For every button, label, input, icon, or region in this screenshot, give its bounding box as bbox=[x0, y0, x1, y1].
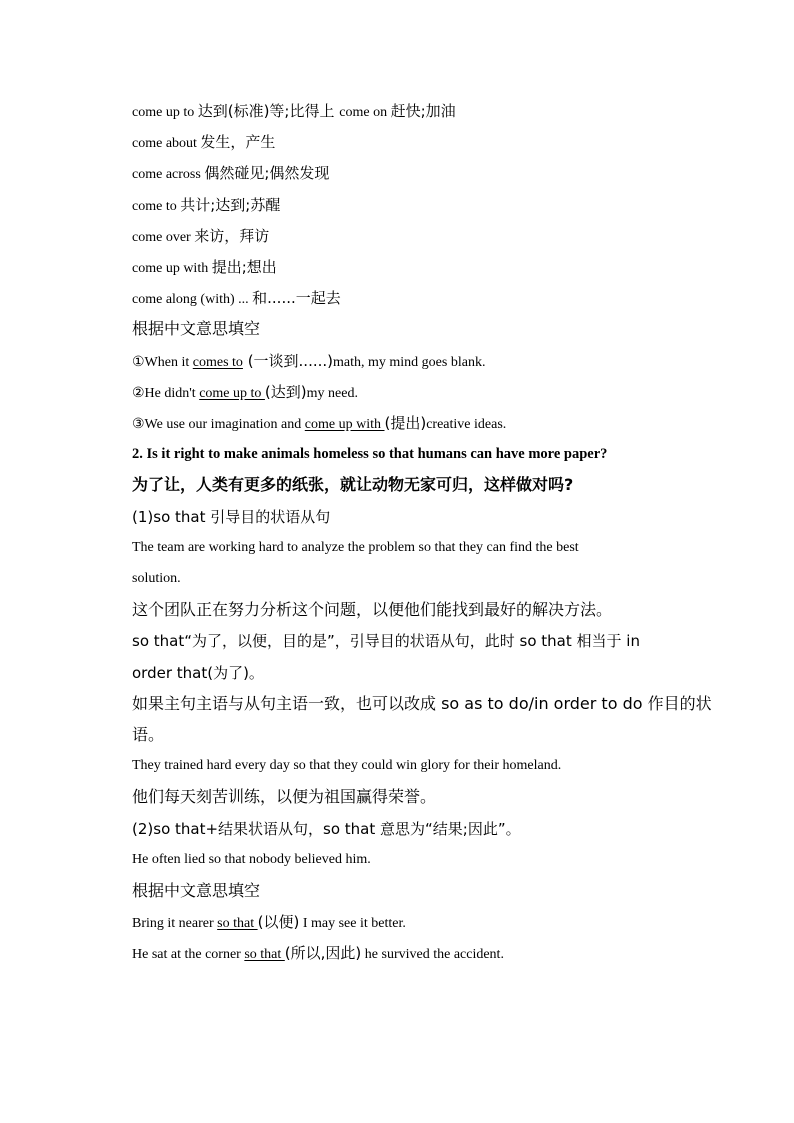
exercise-item bbox=[132, 351, 672, 373]
exercise-item bbox=[132, 912, 672, 934]
phrase-en: come to bbox=[132, 199, 181, 214]
item-suffix: math, my mind goes blank. bbox=[333, 355, 486, 370]
phrase-en: come up with bbox=[132, 261, 212, 276]
phrase-line bbox=[132, 163, 672, 185]
phrase-en: come over bbox=[132, 230, 195, 245]
item-hint: (以便) bbox=[257, 913, 300, 931]
item-hint: (提出) bbox=[384, 414, 427, 432]
item-prefix: ①When it bbox=[132, 355, 193, 370]
phrase-line bbox=[132, 288, 672, 310]
phrase-zh: 来访，拜访 bbox=[194, 227, 270, 245]
exercise-item bbox=[132, 382, 672, 404]
subheading-text: (1)so that 引导目的状语从句 bbox=[132, 508, 331, 526]
item-suffix: creative ideas. bbox=[426, 417, 507, 432]
example-zh: 他们每天刻苦训练，以便为祖国赢得荣誉。 bbox=[132, 787, 437, 806]
phrase-zh: 提出;想出 bbox=[211, 258, 277, 276]
example-en: He often lied so that nobody believed him. bbox=[132, 852, 371, 867]
item-hint: (所以,因此) bbox=[284, 944, 362, 962]
answer-blank: so that bbox=[244, 947, 285, 962]
item-prefix: ②He didn't bbox=[132, 386, 200, 401]
answer-blank: so that bbox=[217, 916, 258, 931]
phrase-line bbox=[132, 195, 672, 217]
phrase-zh: 达到(标准)等;比得上 bbox=[197, 102, 340, 120]
item-suffix: he survived the accident. bbox=[361, 947, 504, 962]
item-prefix: He sat at the corner bbox=[132, 947, 245, 962]
answer-blank: comes to bbox=[192, 355, 243, 370]
exercise-item bbox=[132, 413, 672, 435]
phrase-en: come along (with) ... bbox=[132, 292, 253, 307]
note-text: so that“为了，以便，目的是”，引导目的状语从句，此时 so that 相当于 in bbox=[132, 632, 640, 650]
phrase-zh: 共计;达到;苏醒 bbox=[180, 196, 281, 214]
note: 如果主句主语与从句主语一致，也可以改成 so as to do/in order to do 作目的状 bbox=[132, 694, 712, 713]
note bbox=[132, 663, 672, 685]
phrase-zh: 和......一起去 bbox=[252, 289, 341, 307]
phrase-en: come about bbox=[132, 136, 201, 151]
section-title-zh: 为了让，人类有更多的纸张，就让动物无家可归，这样做对吗? bbox=[132, 475, 574, 494]
phrase-line bbox=[132, 226, 672, 248]
section-title-en: 2. Is it right to make animals homeless so that humans can have more paper? bbox=[132, 446, 608, 462]
example-en: solution. bbox=[132, 571, 181, 586]
exercise-heading: 根据中文意思填空 bbox=[132, 881, 261, 900]
exercise-heading: 根据中文意思填空 bbox=[132, 319, 261, 338]
item-suffix: my need. bbox=[306, 386, 358, 401]
phrase-en: come up to bbox=[132, 105, 198, 120]
phrase-en: come across bbox=[132, 167, 205, 182]
item-suffix: I may see it better. bbox=[299, 916, 406, 931]
answer-blank: come up with bbox=[304, 417, 385, 432]
note-text: order that(为了)。 bbox=[132, 664, 264, 682]
phrase-zh: 偶然碰见;偶然发现 bbox=[204, 164, 330, 182]
item-hint: (达到) bbox=[264, 383, 307, 401]
phrase-line bbox=[132, 257, 672, 279]
subheading-text: (2)so that+结果状语从句，so that 意思为“结果;因此”。 bbox=[132, 820, 521, 838]
note: 语。 bbox=[132, 725, 165, 744]
phrase-en-2: come on bbox=[339, 105, 391, 120]
subheading bbox=[132, 819, 672, 841]
item-hint: (一谈到......) bbox=[242, 352, 334, 370]
example-zh: 这个团队正在努力分析这个问题，以便他们能找到最好的解决方法。 bbox=[132, 600, 613, 619]
subheading bbox=[132, 507, 672, 529]
phrase-zh-2: 赶快;加油 bbox=[390, 102, 456, 120]
phrase-zh: 发生，产生 bbox=[200, 133, 276, 151]
phrase-line bbox=[132, 132, 672, 154]
exercise-item bbox=[132, 943, 672, 965]
answer-blank: come up to bbox=[199, 386, 265, 401]
item-prefix: Bring it nearer bbox=[132, 916, 218, 931]
example-en: They trained hard every day so that they could win glory for their homeland. bbox=[132, 758, 562, 773]
note bbox=[132, 631, 672, 653]
phrase-line bbox=[132, 101, 672, 123]
item-prefix: ③We use our imagination and bbox=[132, 417, 305, 432]
example-en: The team are working hard to analyze the problem so that they can find the best bbox=[132, 540, 579, 555]
